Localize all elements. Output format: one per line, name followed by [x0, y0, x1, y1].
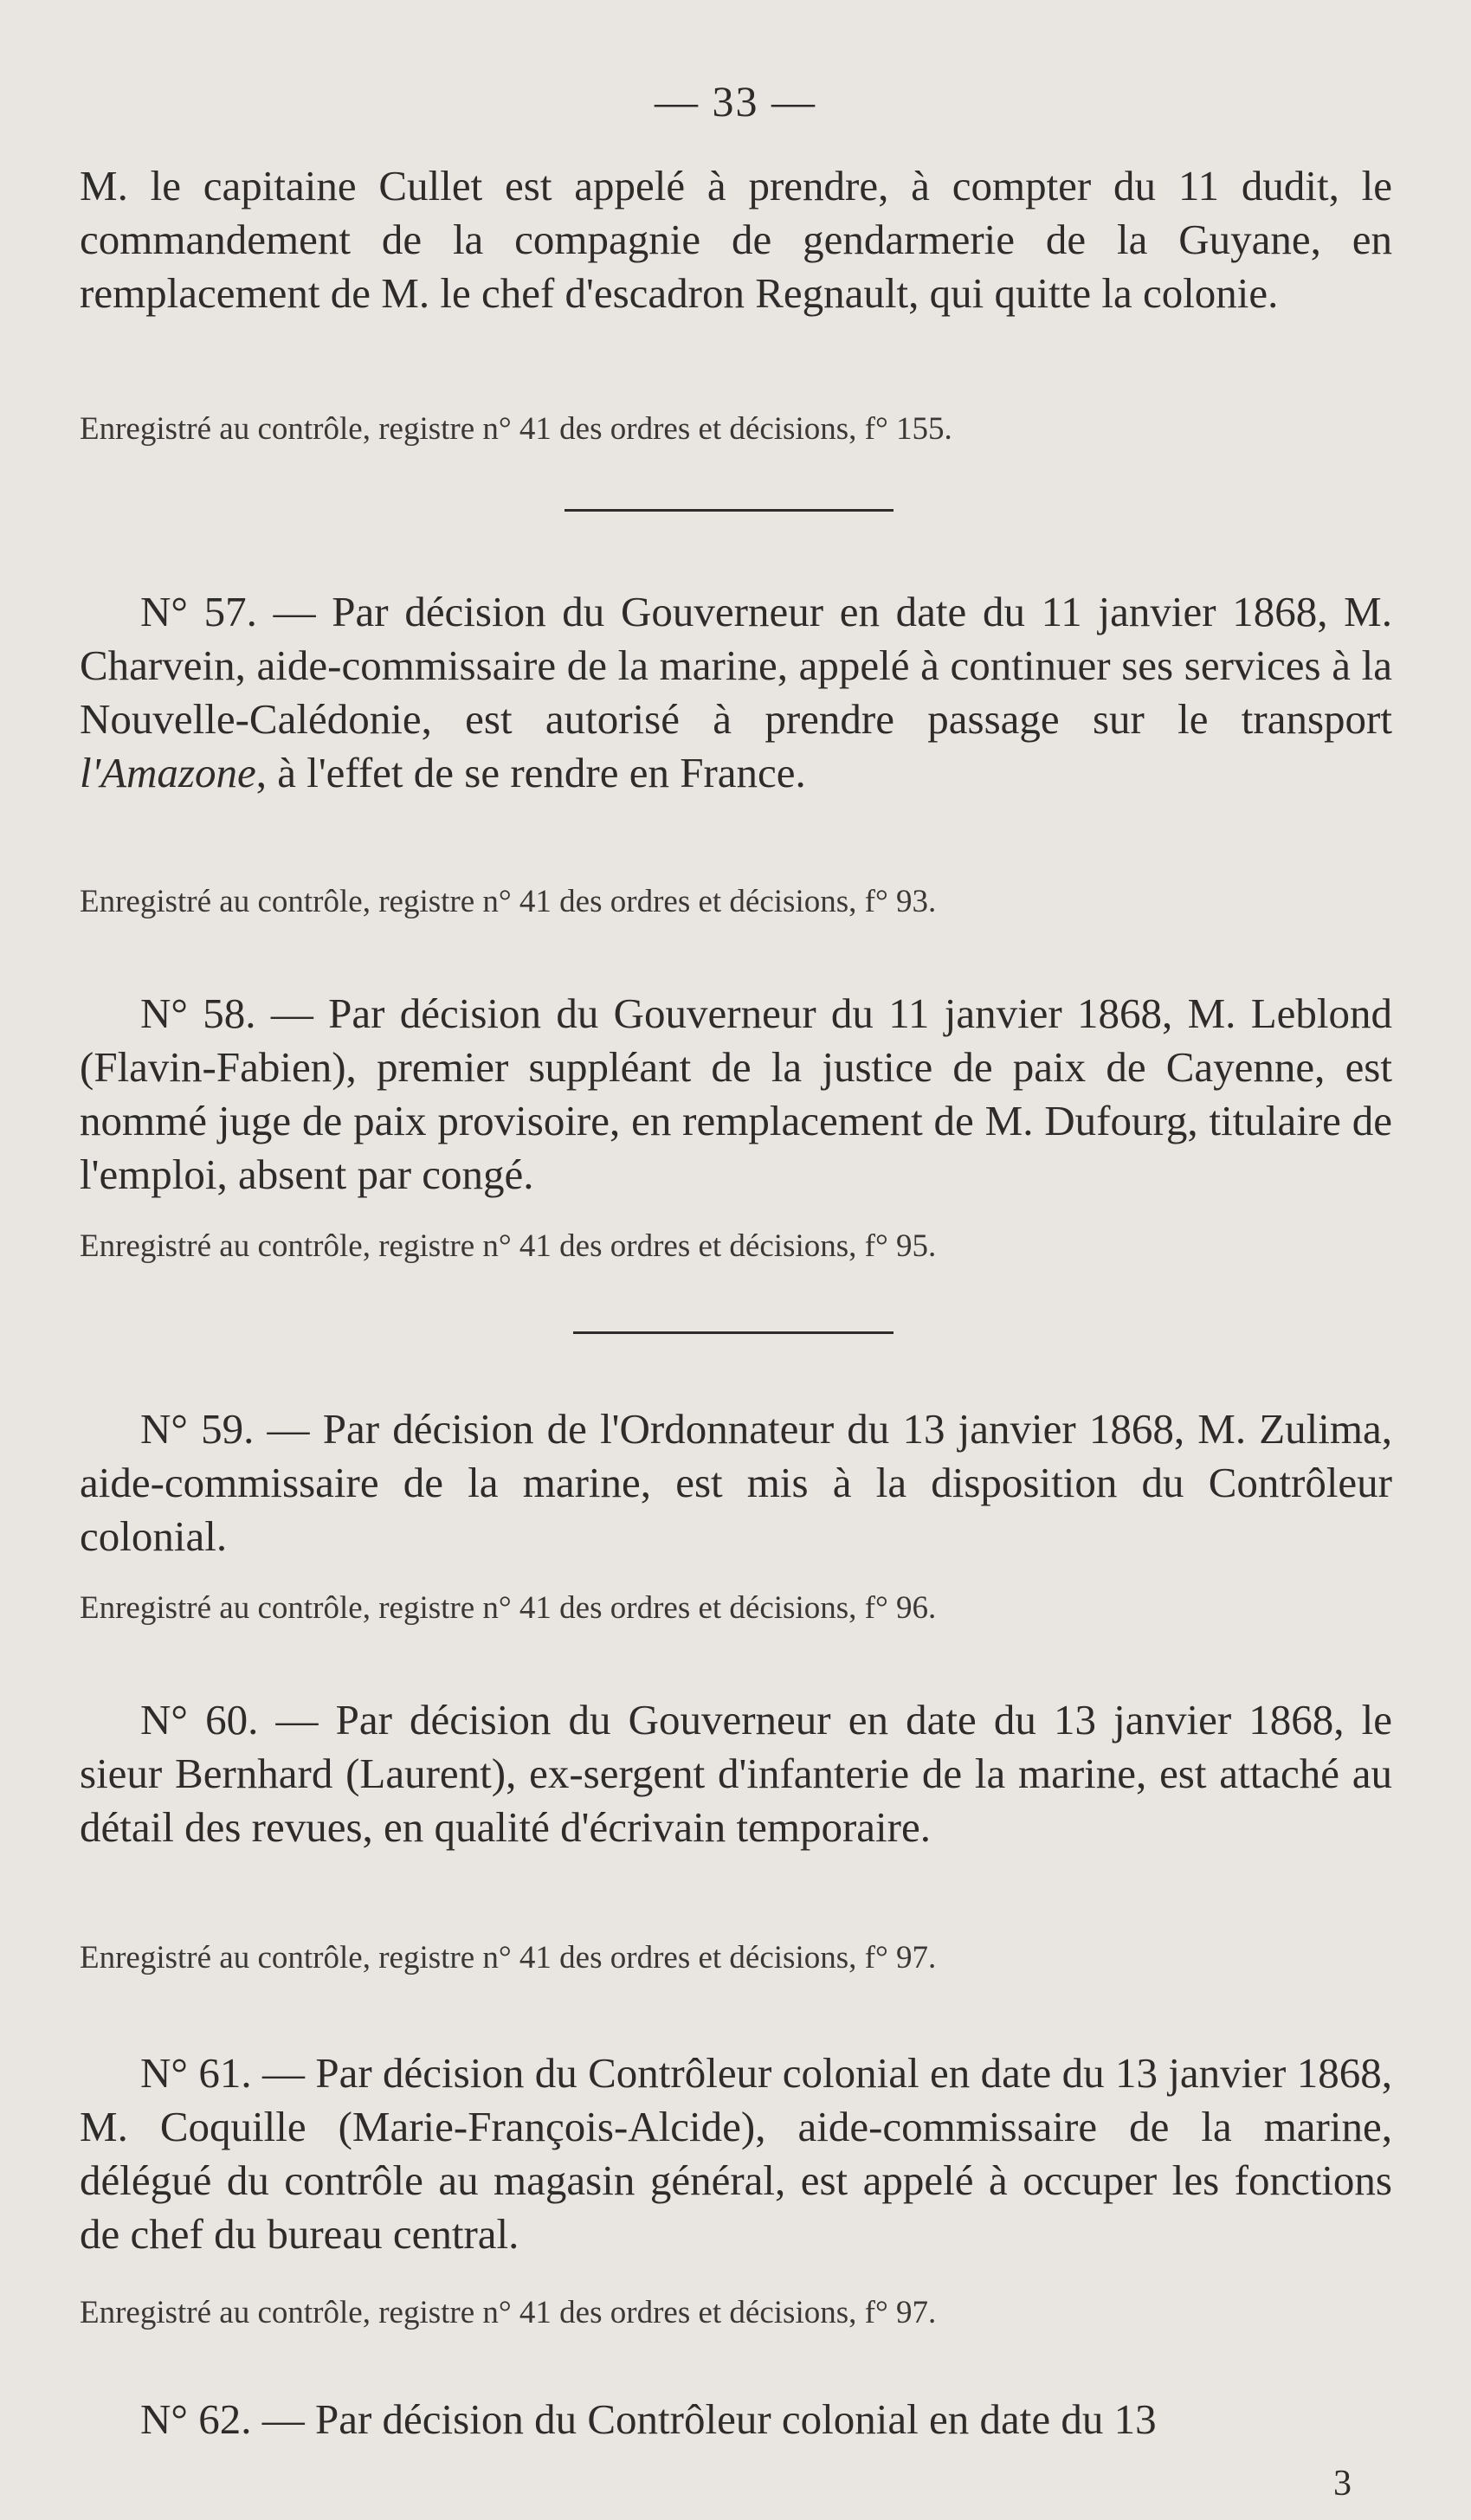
entry-61-text: N° 61. — Par décision du Contrôleur colonial en date du 13 janvier 1868, M. Coquille (Marie-François-Alcide), aide-commissaire de la marine, délégué du contrôle au magasin général, est appelé à occuper les fonctions de chef du bureau central. [80, 2049, 1392, 2258]
entry-58-registration: Enregistré au contrôle, registre n° 41 des ordres et décisions, f° 95. [80, 1228, 937, 1264]
entry-57-ship-name: l'Amazone [80, 749, 256, 796]
page-number: — 33 — [655, 77, 816, 126]
section-divider [573, 1331, 894, 1334]
entry-60-text: N° 60. — Par décision du Gouverneur en date du 13 janvier 1868, le sieur Bernhard (Laurent), ex-sergent d'infanterie de la marine, est attaché au détail des revues, en qualité d'écrivain temporaire. [80, 1696, 1392, 1851]
section-divider [565, 509, 894, 512]
entry-62-text: N° 62. — Par décision du Contrôleur colonial en date du 13 [140, 2395, 1157, 2443]
entry-57-text [80, 585, 1392, 800]
entry-carryover-registration: Enregistré au contrôle, registre n° 41 des ordres et décisions, f° 155. [80, 411, 952, 447]
entry-61-registration: Enregistré au contrôle, registre n° 41 des ordres et décisions, f° 97. [80, 2295, 937, 2330]
entry-57-registration: Enregistré au contrôle, registre n° 41 des ordres et décisions, f° 93. [80, 884, 937, 919]
entry-59-registration: Enregistré au contrôle, registre n° 41 des ordres et décisions, f° 96. [80, 1590, 937, 1626]
entry-58-text: N° 58. — Par décision du Gouverneur du 11 janvier 1868, M. Leblond (Flavin-Fabien), premier suppléant de la justice de paix de Cayenne, est nommé juge de paix provisoire, en remplacement de M. Dufourg, titulaire de l'emploi, absent par congé. [80, 989, 1392, 1198]
entry-59-text: N° 59. — Par décision de l'Ordonnateur du 13 janvier 1868, M. Zulima, aide-commissaire de la marine, est mis à la disposition du Contrôleur colonial. [80, 1405, 1392, 1560]
entry-57-text-part2: , à l'effet de se rendre en France. [255, 749, 806, 796]
entry-60-registration: Enregistré au contrôle, registre n° 41 des ordres et décisions, f° 97. [80, 1940, 937, 1975]
entry-carryover-text: M. le capitaine Cullet est appelé à prendre, à compter du 11 dudit, le commandement de la compagnie de gendarmerie de la Guyane, en remplacement de M. le chef d'escadron Regnault, qui quitte la colonie. [80, 162, 1392, 317]
folio-signature-mark: 3 [1333, 2464, 1352, 2504]
entry-57-text-part1: N° 57. — Par décision du Gouverneur en date du 11 janvier 1868, M. Charvein, aide-commissaire de la marine, appelé à continuer ses services à la Nouvelle-Calédonie, est autorisé à prendre passage sur le transport [80, 588, 1392, 743]
